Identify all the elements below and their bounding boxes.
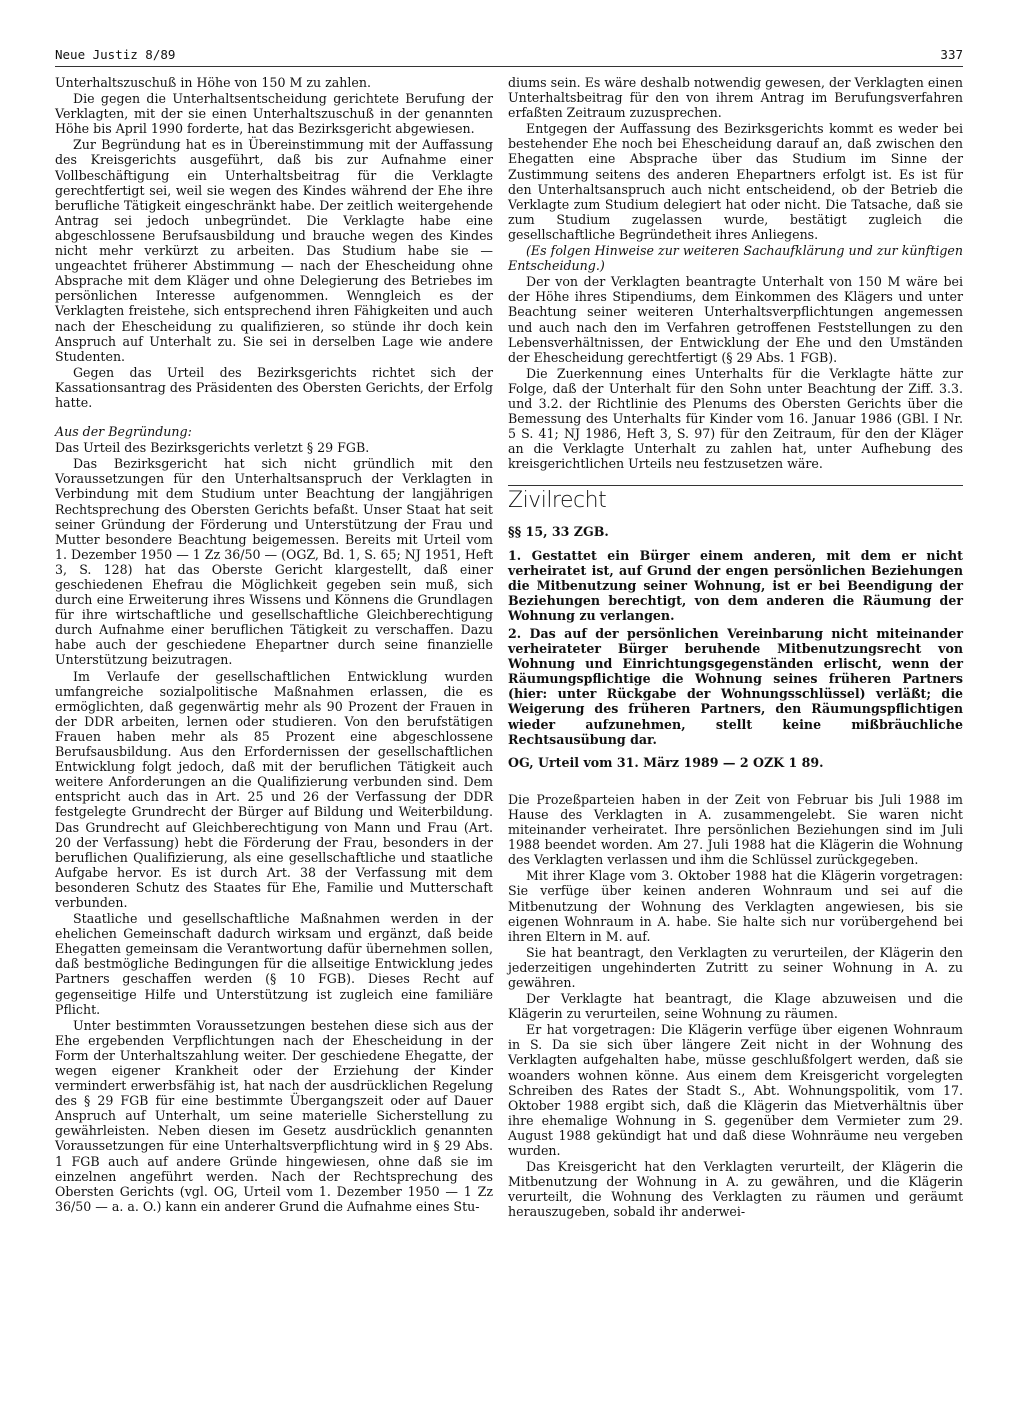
reasoning-heading: Aus der Begründung: (55, 424, 192, 440)
paragraph: Er hat vorgetragen: Die Klägerin verfüge über eigenen Wohnraum in S. Da sie sich über längere Zeit nicht in der Wohnung des Verklagten aufgehalten habe, müsse geschlußfolgert werden, daß sie woanders wohnen könne. Aus einem dem Kreisgericht vorgelegten Schreiben des Rates der Stadt S., Abt. Wohnungspolitik, vom 17. Oktober 1988 ergibt sich, daß die Klägerin das Mietverhältnis über ihre ehemalige Wohnung in S. gegenüber dem Vermieter zum 29. August 1988 gekündigt hat und daß diese Wohnräume neu vergeben wurden. (508, 1022, 963, 1158)
paragraph: Gegen das Urteil des Bezirksgerichts richtet sich der Kassationsantrag des Präsidenten des Obersten Gerichts, der Erfolg hatte. (55, 364, 493, 410)
headnote: 2. Das auf der persönlichen Vereinbarung nicht miteinander verheirateter Bürger beruhende Mitbenutzungsrecht von Wohnung und Einrichtungsgegenständen erlischt, wenn der Räumungspflichtige die Wohnung seines früheren Partners (hier: unter Rückgabe der Wohnungsschlüssel) verläßt; die Weigerung des früheren Partners, den Räumungspflichtigen wieder aufzunehmen, stellt keine mißbräuchliche Rechtsausübung dar. (508, 626, 963, 747)
paragraph: Der von der Verklagten beantragte Unterhalt von 150 M wäre bei der Höhe ihres Stipendiums, dem Einkommen des Klägers und unter Beachtung seiner weiteren Unterhaltsverpflichtungen angemessen und auch nach den im Verfahren getroffenen Feststellungen zu den Lebensverhältnissen, der Entwicklung der Ehe und den Umständen der Ehescheidung gerechtfertigt (§ 29 Abs. 1 FGB). (508, 274, 963, 365)
headnote: 1. Gestattet ein Bürger einem anderen, mit dem er nicht verheiratet ist, auf Grund der engen persönlichen Beziehungen die Mitbenutzung seiner Wohnung, ist er bei Beendigung der Beziehungen berechtigt, von dem anderen die Räumung der Wohnung zu verlangen. (508, 547, 963, 623)
paragraph: Im Verlaufe der gesellschaftlichen Entwicklung wurden umfangreiche sozialpolitische Maßnahmen erlassen, die es ermöglichten, daß gegenwärtig mehr als 90 Prozent der Frauen in der DDR arbeiten, lernen oder studieren. Von den berufstätigen Frauen haben mehr als 85 Prozent eine abgeschlossene Berufsausbildung. Aus den Erfordernissen der gesellschaftlichen Entwicklung folgt jedoch, daß mit der beruflichen Tätigkeit auch weitere Anforderungen an die Qualifizierung verbunden sind. Dem entspricht auch das in Art. 25 und 26 der Verfassung der DDR festgelegte Grundrecht der Bürger auf Bildung und Weiterbildung. Das Grundrecht auf Gleichberechtigung von Mann und Frau (Art. 20 der Verfassung) hebt die Förderung der Frau, besonders in der beruflichen Qualifizierung, als eine gesellschaftliche und staatliche Aufgabe hervor. Es ist durch Art. 38 der Verfassung mit dem besonderen Schutz des Staates für Ehe, Familie und Mutterschaft verbunden. (55, 668, 493, 910)
journal-title: Neue Justiz 8/89 (55, 47, 176, 62)
left-column (55, 75, 493, 1215)
paragraph: Entgegen der Auffassung des Bezirksgerichts kommt es weder bei bestehender Ehe noch bei Ehescheidung darauf an, daß zwischen den Ehegatten eine Absprache über das Studium im Sinne der Zustimmung seitens des anderen Ehepartners erfolgt ist. Es ist für den Unterhaltsanspruch auch nicht entscheidend, ob der Betrieb die Verklagte zum Studium delegiert hat oder nicht. Die Tatsache, daß sie zum Studium zugelassen wurde, bestätigt zugleich die gesellschaftliche Begründetheit ihres Anliegens. (508, 121, 963, 242)
paragraph: Der Verklagte hat beantragt, die Klage abzuweisen und die Klägerin zu verurteilen, seine Wohnung zu räumen. (508, 991, 963, 1022)
right-column (508, 75, 963, 1220)
editorial-note: (Es folgen Hinweise zur weiteren Sachaufklärung und zur künftigen Entscheidung.) (508, 243, 963, 274)
paragraph: Das Bezirksgericht hat sich nicht gründlich mit den Voraussetzungen für den Unterhaltsanspruch der Verklagten in Verbindung mit dem Studium unter Beachtung der langjährigen Rechtsprechung des Obersten Gerichts befaßt. Unser Staat hat seit seiner Gründung der Förderung und Unterstützung der Frau und Mutter besondere Beachtung beigemessen. Bereits mit Urteil vom 1. Dezember 1950 — 1 Zz 36/50 — (OGZ, Bd. 1, S. 65; NJ 1951, Heft 3, S. 128) hat das Oberste Gericht klargestellt, daß einer geschiedenen Ehefrau die Möglichkeit gegeben sein muß, sich durch eine Erweiterung ihres Wissens und Könnens die Grundlagen für ihre wirtschaftliche und gesellschaftliche Gleichberechtigung durch Aufnahme einer beruflichen Tätigkeit zu verschaffen. Dazu habe auch der geschiedene Ehepartner durch seine finanzielle Unterstützung beizutragen. (55, 456, 494, 668)
paragraph: Das Kreisgericht hat den Verklagten verurteilt, der Klägerin die Mitbenutzung der Wohnung in A. zu gewähren, und die Klägerin verurteilt, die Wohnung des Verklagten zu räumen und geräumt herauszugeben, sobald ihr anderwei- (508, 1159, 963, 1220)
paragraph: Die Zuerkennung eines Unterhalts für die Verklagte hätte zur Folge, daß der Unterhalt für den Sohn unter Beachtung der Ziff. 3.3. und 3.2. der Richtlinie des Plenums des Obersten Gerichts über die Bemessung des Unterhalts für Kinder vom 16. Januar 1986 (GBl. I Nr. 5 S. 41; NJ 1986, Heft 3, S. 97) für den Zeitraum, für den der Kläger an die Verklagte Unterhalt zu zahlen hat, unter Aufhebung des kreisgerichtlichen Urteils neu festzusetzen wäre. (508, 365, 963, 472)
paragraph: Das Urteil des Bezirksgerichts verletzt § 29 FGB. (55, 440, 370, 456)
section-title: Zivilrecht (508, 488, 607, 514)
paragraph: Zur Begründung hat es in Übereinstimmung mit der Auffassung des Kreisgerichts ausgeführt, daß bis zur Aufnahme einer Vollbeschäftigung ein Unterhaltsbeitrag für die Verklagte gerechtfertigt sei, weil sie wegen des Kindes während der Ehe ihre berufliche Tätigkeit eingeschränkt habe. Der zeitlich weitergehende Antrag sei jedoch unbegründet. Die Verklagte habe eine abgeschlossene Berufsausbildung und brauche wegen des Kindes nicht mehr verkürzt zu arbeiten. Das Studium habe sie — ungeachtet früherer Abstimmung — nach der Ehescheidung ohne Absprache mit dem Kläger und ohne Delegierung des Betriebes im persönlichen Interesse aufgenommen. Wenngleich es der Verklagten freistehe, sich entsprechend ihren Fähigkeiten und auch nach der Ehescheidung zu qualifizieren, so stünde ihr doch kein Anspruch auf Unterhalt zu. Sie sei in derselben Lage wie andere Studenten. (55, 137, 493, 364)
paragraph: Unterhaltszuschuß in Höhe von 150 M zu zahlen. (55, 75, 371, 90)
statute-reference: §§ 15, 33 ZGB. (508, 524, 609, 540)
paragraph: Mit ihrer Klage vom 3. Oktober 1988 hat die Klägerin vorgetragen: Sie verfüge über keinen anderen Wohnraum und sei auf die Mitbenutzung der Wohnung des Verklagten angewiesen, bis sie eigenen Wohnraum in A. habe. Sie halte sich nur vorübergehend bei ihren Eltern in M. auf. (508, 868, 963, 944)
paragraph: Die Prozeßparteien haben in der Zeit von Februar bis Juli 1988 im Hause des Verklagten in A. zusammengelebt. Sie waren nicht miteinander verheiratet. Ihre persönlichen Beziehungen sind im Juli 1988 beendet worden. Am 27. Juli 1988 hat die Klägerin die Wohnung des Verklagten verlassen und ihm die Schlüssel zurückgegeben. (508, 791, 963, 868)
paragraph: Staatliche und gesellschaftliche Maßnahmen werden in der ehelichen Gemeinschaft dadurch wirksam und ergänzt, daß beide Ehegatten gemeinsam die Verantwortung dafür übernehmen sollen, daß bestmögliche Bedingungen für die allseitige Entwicklung jedes Partners geschaffen werden (§ 10 FGB). Dieses Recht auf gegenseitige Hilfe und Unterstützung ist zugleich eine familiäre Pflicht. (55, 911, 493, 1017)
case-citation: OG, Urteil vom 31. März 1989 — 2 OZK 1 89. (508, 754, 824, 770)
page-header (55, 44, 963, 67)
paragraph: Unter bestimmten Voraussetzungen bestehen diese sich aus der Ehe ergebenden Verpflichtungen nach der Ehescheidung in der Form der Unterhaltszahlung weiter. Der geschiedene Ehegatte, der wegen eigener Krankheit oder der Erziehung der Kinder vermindert erwerbsfähig ist, hat nach der ausdrücklichen Regelung des § 29 FGB für eine bestimmte Übergangszeit oder auf Dauer Anspruch auf Unterhalt, um seine materielle Sicherstellung zu gewährleisten. Neben diesen im Gesetz ausdrücklich genannten Voraussetzungen für eine Unterhaltsverpflichtung wird in § 29 Abs. 1 FGB auch auf andere Gründe hingewiesen, ohne daß sie im einzelnen angeführt werden. Nach der Rechtsprechung des Obersten Gerichts (vgl. OG, Urteil vom 1. Dezember 1950 — 1 Zz 36/50 — a. a. O.) kann ein anderer Grund die Aufnahme eines Stu- (55, 1017, 493, 1214)
paragraph: diums sein. Es wäre deshalb notwendig gewesen, der Verklagten einen Unterhaltsbeitrag für den von ihrem Antrag im Berufungsverfahren erfaßten Zeitraum zuzusprechen. (508, 75, 963, 121)
page-number: 337 (940, 47, 963, 62)
paragraph: Die gegen die Unterhaltsentscheidung gerichtete Berufung der Verklagten, mit der sie einen Unterhaltszuschuß in der genannten Höhe bis April 1990 forderte, hat das Bezirksgericht abgewiesen. (55, 91, 493, 137)
paragraph: Sie hat beantragt, den Verklagten zu verurteilen, der Klägerin den jederzeitigen ungehinderten Zutritt zu seiner Wohnung in A. zu gewähren. (508, 944, 963, 990)
section-divider (508, 485, 963, 486)
